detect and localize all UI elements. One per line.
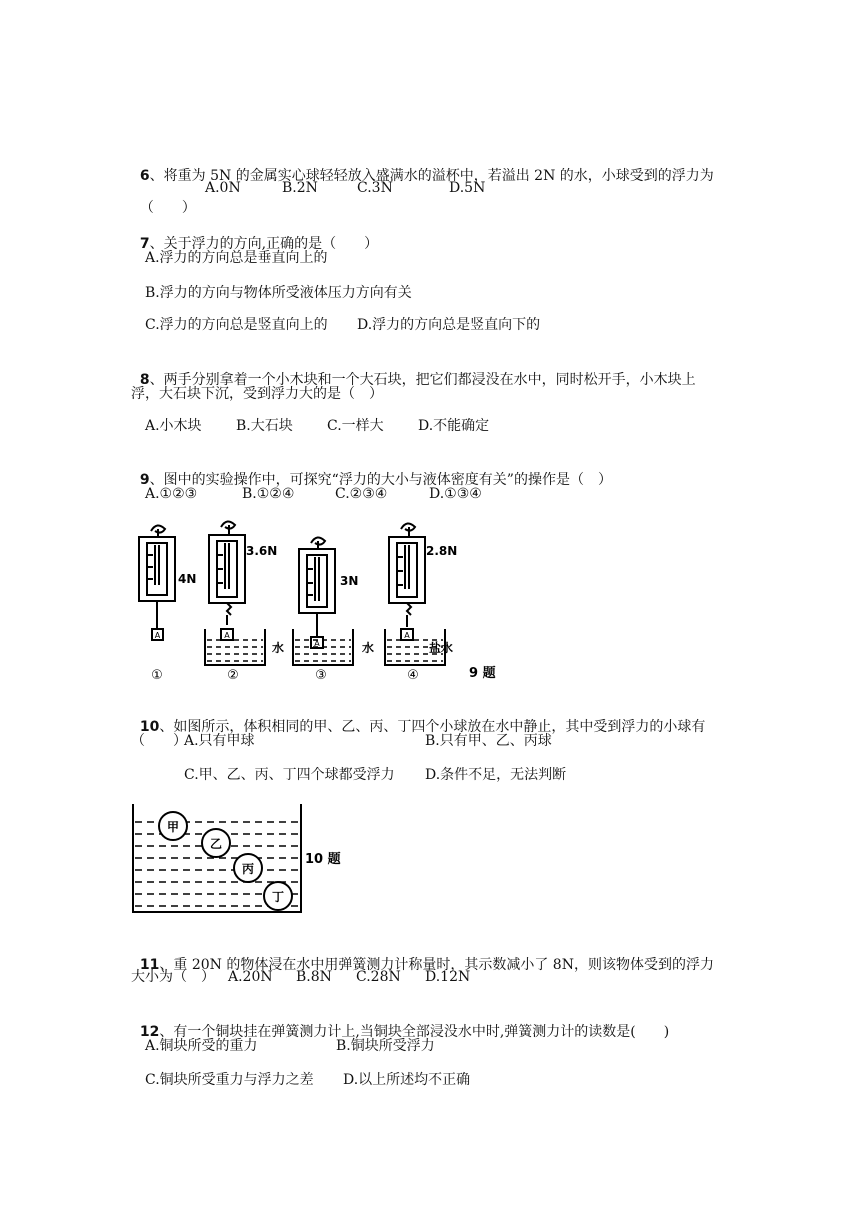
q12-stem: 有一个铜块挂在弹簧测力计上,当铜块全部浸没水中时,弹簧测力计的读数是( ) xyxy=(173,1024,670,1040)
block-label-1: A xyxy=(154,631,161,640)
q10-option-b: B.只有甲、乙、丙球 xyxy=(425,733,552,749)
spring-scale-1 xyxy=(139,525,175,640)
q7-stem: 关于浮力的方向,正确的是（ ） xyxy=(163,236,379,252)
ball-label-jia: 甲 xyxy=(166,820,180,834)
q6-option-b: B.2N xyxy=(282,180,318,196)
block-label-3: A xyxy=(314,639,320,648)
q8-sep: 、 xyxy=(149,372,164,388)
q9-option-a: A.①②③ xyxy=(145,486,198,502)
liquid-label-water-2: 水 xyxy=(362,641,375,655)
q8-option-d: D.不能确定 xyxy=(418,418,490,434)
q9-option-b: B.①②④ xyxy=(242,486,295,502)
q11-sep: 、 xyxy=(159,957,174,973)
q7-number: 7 xyxy=(139,236,150,252)
q11-option-c: C.28N xyxy=(356,969,401,985)
q12-option-d: D.以上所述均不正确 xyxy=(343,1072,471,1088)
q12-sep: 、 xyxy=(159,1024,174,1040)
q11-stem-1: 重 20N 的物体浸在水中用弹簧测力计称量时，其示数减小了 8N，则该物体受到的浮力 xyxy=(173,957,714,973)
spring-scale-3 xyxy=(293,537,353,665)
q8-stem-1: 两手分别拿着一个小木块和一个大石块，把它们都浸没在水中，同时松开手，小木块上 xyxy=(163,372,696,388)
q7-option-a: A.浮力的方向总是垂直向上的 xyxy=(145,250,328,266)
q8-option-c: C.一样大 xyxy=(327,418,384,434)
step-label-3: ③ xyxy=(315,668,327,683)
q6-number: 6 xyxy=(139,168,150,184)
reading-3: 3N xyxy=(340,574,359,588)
q12-option-b: B.铜块所受浮力 xyxy=(336,1038,435,1054)
q11-stem-line-1 xyxy=(131,935,714,975)
step-label-1: ① xyxy=(151,668,163,683)
q6-options-line xyxy=(131,178,196,218)
q6-option-d: D.5N xyxy=(449,180,486,196)
q10-blank: （ ） xyxy=(131,733,187,749)
q12-option-c: C.铜块所受重力与浮力之差 xyxy=(145,1072,314,1088)
q6-sep: 、 xyxy=(149,168,164,184)
q7-option-c: C.浮力的方向总是竖直向上的 xyxy=(145,317,328,333)
q10-option-c: C.甲、乙、丙、丁四个球都受浮力 xyxy=(184,767,395,783)
q8-number: 8 xyxy=(139,372,150,388)
q9-sep: 、 xyxy=(149,472,164,488)
q7-option-d: D.浮力的方向总是竖直向下的 xyxy=(357,317,541,333)
q6-blank: （ ） xyxy=(139,200,196,216)
block-label-4: A xyxy=(404,631,410,640)
step-label-2: ② xyxy=(227,668,239,683)
reading-4: 2.8N xyxy=(426,544,458,558)
spring-scale-2 xyxy=(205,521,265,665)
ball-label-yi: 乙 xyxy=(209,837,223,851)
q8-option-a: A.小木块 xyxy=(145,418,202,434)
q7-sep: 、 xyxy=(149,236,164,252)
q11-number: 11 xyxy=(139,957,160,973)
q11-stem-line-2: 大小为（ ） xyxy=(131,969,215,985)
q10-stem: 如图所示，体积相同的甲、乙、丙、丁四个小球放在水中静止，其中受到浮力的小球有 xyxy=(173,719,706,735)
q11-option-b: B.8N xyxy=(296,969,332,985)
liquid-label-water-1: 水 xyxy=(272,641,285,655)
q10-sep: 、 xyxy=(159,719,174,735)
q9-stem: 图中的实验操作中，可探究“浮力的大小与液体密度有关”的操作是（ ） xyxy=(163,472,612,488)
q12-number: 12 xyxy=(139,1024,160,1040)
ball-label-ding: 丁 xyxy=(271,890,285,904)
ball-label-bing: 丙 xyxy=(241,862,255,876)
q9-figure xyxy=(125,515,515,685)
q10-option-d: D.条件不足，无法判断 xyxy=(425,767,567,783)
q12-option-a: A.铜块所受的重力 xyxy=(145,1038,258,1054)
q9-figure-caption: 9 题 xyxy=(469,666,496,681)
q6-option-a: A.0N xyxy=(205,180,241,196)
beaker-liquid xyxy=(207,640,443,661)
q11-option-d: D.12N xyxy=(425,969,471,985)
q6-option-c: C.3N xyxy=(357,180,393,196)
q9-number: 9 xyxy=(139,472,150,488)
reading-2: 3.6N xyxy=(246,544,278,558)
q9-option-d: D.①③④ xyxy=(429,486,482,502)
q6-stem: 将重为 5N 的金属实心球轻轻放入盛满水的溢杯中，若溢出 2N 的水，小球受到的浮力为 xyxy=(163,168,714,184)
step-label-4: ④ xyxy=(407,668,419,683)
q9-option-c: C.②③④ xyxy=(335,486,388,502)
q10-figure xyxy=(125,790,365,920)
q7-option-b: B.浮力的方向与物体所受液体压力方向有关 xyxy=(145,285,412,301)
block-label-2: A xyxy=(224,631,230,640)
q8-option-b: B.大石块 xyxy=(236,418,293,434)
q8-stem-line-2: 浮，大石块下沉，受到浮力大的是（ ） xyxy=(131,386,383,402)
q10-number: 10 xyxy=(139,719,160,735)
q11-option-a: A.20N xyxy=(228,969,273,985)
liquid-label-saltwater: 盐水 xyxy=(429,641,454,655)
q10-option-a: A.只有甲球 xyxy=(184,733,255,749)
q10-figure-caption: 10 题 xyxy=(305,852,341,867)
reading-1: 4N xyxy=(178,572,197,586)
